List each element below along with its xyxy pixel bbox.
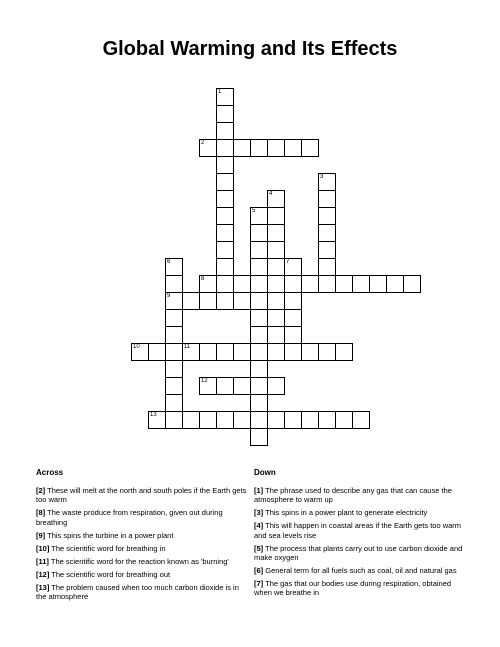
crossword-cell[interactable]	[284, 309, 302, 327]
clue-text: This spins the turbine in a power plant	[45, 530, 174, 540]
clue-text: The gas that our bodies use during respiration, obtained when we breathe in	[254, 578, 452, 598]
crossword-cell[interactable]	[182, 292, 200, 310]
crossword-cell[interactable]	[318, 173, 336, 191]
crossword-cell[interactable]	[182, 343, 200, 361]
crossword-cell[interactable]	[267, 292, 285, 310]
crossword-cell[interactable]	[165, 394, 183, 412]
crossword-cell[interactable]	[284, 275, 302, 293]
crossword-cell[interactable]	[403, 275, 421, 293]
crossword-cell[interactable]	[250, 275, 268, 293]
cell-number: 10	[133, 344, 140, 350]
cell-number: 11	[184, 344, 191, 350]
crossword-cell[interactable]	[165, 360, 183, 378]
crossword-cell[interactable]	[301, 139, 319, 157]
crossword-cell[interactable]	[267, 377, 285, 395]
crossword-cell[interactable]	[199, 275, 217, 293]
crossword-cell[interactable]	[250, 326, 268, 344]
clue-text: The problem caused when too much carbon dioxide is in the atmosphere	[36, 582, 239, 601]
clue-number: [11]	[36, 556, 49, 566]
crossword-cell[interactable]	[284, 139, 302, 157]
crossword-cell[interactable]	[284, 326, 302, 344]
crossword-cell[interactable]	[216, 258, 234, 276]
crossword-cell[interactable]	[199, 343, 217, 361]
cell-number: 5	[252, 208, 256, 214]
crossword-cell[interactable]	[318, 241, 336, 259]
crossword-cell[interactable]	[233, 411, 251, 429]
clue-item	[36, 508, 248, 527]
crossword-cell[interactable]	[318, 411, 336, 429]
crossword-cell[interactable]	[165, 275, 183, 293]
crossword-cell[interactable]	[216, 411, 234, 429]
clue-number: [12]	[36, 569, 50, 579]
crossword-cell[interactable]	[165, 377, 183, 395]
crossword-cell[interactable]	[267, 309, 285, 327]
cell-number: 13	[150, 412, 157, 418]
crossword-cell[interactable]	[250, 309, 268, 327]
crossword-cell[interactable]	[216, 105, 234, 123]
clue-number: [5]	[254, 543, 264, 553]
cell-number: 2	[201, 140, 205, 146]
cell-number: 12	[201, 378, 208, 384]
clue-item	[36, 583, 248, 602]
crossword-cell[interactable]	[233, 139, 251, 157]
crossword-cell[interactable]	[267, 275, 285, 293]
crossword-cell[interactable]	[267, 224, 285, 242]
crossword-cell[interactable]	[301, 275, 319, 293]
crossword-cell[interactable]	[267, 190, 285, 208]
cell-number: 1	[218, 89, 222, 95]
crossword-cell[interactable]	[250, 360, 268, 378]
crossword-cell[interactable]	[284, 411, 302, 429]
crossword-cell[interactable]	[199, 139, 217, 157]
cell-number: 7	[286, 259, 290, 265]
crossword-cell[interactable]	[216, 207, 234, 225]
crossword-cell[interactable]	[267, 139, 285, 157]
crossword-cell[interactable]	[267, 207, 285, 225]
crossword-cell[interactable]	[250, 428, 268, 446]
cell-number: 4	[269, 191, 273, 197]
clue-number: [9]	[36, 530, 46, 540]
crossword-cell[interactable]	[250, 258, 268, 276]
clue-text: The scientific word for breathing out	[49, 569, 171, 579]
crossword-cell[interactable]	[148, 343, 166, 361]
crossword-cell[interactable]	[267, 411, 285, 429]
crossword-cell[interactable]	[301, 411, 319, 429]
crossword-cell[interactable]	[165, 343, 183, 361]
clue-item	[254, 508, 466, 517]
clue-number: [6]	[254, 565, 264, 575]
crossword-cell[interactable]	[352, 275, 370, 293]
crossword-cell[interactable]	[250, 411, 268, 429]
crossword-cell[interactable]	[216, 292, 234, 310]
crossword-cell[interactable]	[250, 139, 268, 157]
crossword-cell[interactable]	[165, 411, 183, 429]
crossword-cell[interactable]	[216, 343, 234, 361]
crossword-cell[interactable]	[335, 411, 353, 429]
clue-item	[36, 531, 248, 540]
crossword-cell[interactable]	[267, 343, 285, 361]
crossword-cell[interactable]	[318, 258, 336, 276]
crossword-cell[interactable]	[216, 224, 234, 242]
crossword-cell[interactable]	[386, 275, 404, 293]
crossword-cell[interactable]	[199, 292, 217, 310]
clue-number: [8]	[36, 508, 46, 518]
crossword-cell[interactable]	[216, 275, 234, 293]
clue-text: General term for all fuels such as coal, oil and natural gas	[263, 565, 457, 575]
crossword-cell[interactable]	[267, 241, 285, 259]
crossword-cell[interactable]	[165, 326, 183, 344]
crossword-cell[interactable]	[216, 139, 234, 157]
clue-item	[36, 544, 248, 553]
crossword-cell[interactable]	[216, 190, 234, 208]
cell-number: 3	[320, 174, 324, 180]
crossword-cell[interactable]	[284, 292, 302, 310]
crossword-cell[interactable]	[199, 377, 217, 395]
crossword-cell[interactable]	[250, 224, 268, 242]
crossword-cell[interactable]	[352, 411, 370, 429]
crossword-cell[interactable]	[216, 173, 234, 191]
cell-number: 6	[167, 259, 171, 265]
down-clue-list	[254, 486, 466, 601]
page-title: Global Warming and Its Effects	[102, 38, 398, 60]
clue-number: [7]	[254, 578, 264, 588]
clue-item	[254, 521, 466, 540]
clue-text: The process that plants carry out to use carbon dioxide and make oxygen	[254, 543, 463, 562]
clue-number: [1]	[254, 486, 264, 495]
clue-number: [10]	[36, 543, 50, 553]
crossword-cell[interactable]	[216, 88, 234, 106]
crossword-cell[interactable]	[369, 275, 387, 293]
crossword-cell[interactable]	[148, 411, 166, 429]
crossword-cell[interactable]	[233, 377, 251, 395]
crossword-cell[interactable]	[318, 224, 336, 242]
clue-item	[254, 544, 466, 563]
crossword-cell[interactable]	[250, 377, 268, 395]
crossword-cell[interactable]	[250, 207, 268, 225]
down-heading: Down	[254, 468, 276, 477]
crossword-cell[interactable]	[199, 411, 217, 429]
clue-number: [4]	[254, 521, 264, 531]
crossword-cell[interactable]	[267, 258, 285, 276]
across-heading: Across	[36, 468, 64, 477]
clue-number: [13]	[36, 582, 50, 592]
crossword-cell[interactable]	[335, 275, 353, 293]
crossword-cell[interactable]	[182, 411, 200, 429]
clue-text: This spins in a power plant to generate electricity	[263, 508, 428, 518]
crossword-cell[interactable]	[250, 241, 268, 259]
crossword-cell[interactable]	[267, 326, 285, 344]
crossword-cell[interactable]	[216, 156, 234, 174]
crossword-cell[interactable]	[284, 258, 302, 276]
crossword-cell[interactable]	[318, 343, 336, 361]
crossword-cell[interactable]	[318, 190, 336, 208]
crossword-cell[interactable]	[165, 309, 183, 327]
crossword-cell[interactable]	[216, 122, 234, 140]
crossword-cell[interactable]	[131, 343, 149, 361]
clue-number: [3]	[254, 508, 264, 518]
crossword-cell[interactable]	[250, 394, 268, 412]
clue-item	[36, 486, 248, 505]
cell-number: 9	[167, 293, 171, 299]
crossword-cell[interactable]	[165, 258, 183, 276]
crossword-cell[interactable]	[165, 292, 183, 310]
clue-item	[36, 557, 248, 566]
crossword-cell[interactable]	[233, 292, 251, 310]
cell-number: 8	[201, 276, 205, 282]
clue-item	[36, 570, 248, 579]
crossword-cell[interactable]	[233, 343, 251, 361]
clue-text: These will melt at the north and south poles if the Earth gets too warm	[36, 486, 247, 505]
crossword-cell[interactable]	[284, 343, 302, 361]
crossword-cell[interactable]	[233, 275, 251, 293]
clue-item	[254, 566, 466, 575]
clue-text: The scientific word for the reaction known as 'burning'	[48, 556, 229, 566]
crossword-cell[interactable]	[216, 377, 234, 395]
clue-number: [2]	[36, 486, 46, 495]
across-clue-list	[36, 486, 248, 605]
clue-item	[254, 579, 466, 598]
clue-text: This will happen in coastal areas if the Earth gets too warm and sea levels rise	[254, 521, 462, 540]
crossword-cell[interactable]	[250, 343, 268, 361]
clue-text: The waste produce from respiration, given out during breathing	[36, 508, 223, 527]
clue-text: The phrase used to describe any gas that can cause the atmosphere to warm up	[254, 486, 452, 505]
clue-item	[254, 486, 466, 505]
crossword-cell[interactable]	[335, 343, 353, 361]
crossword-cell[interactable]	[216, 241, 234, 259]
crossword-cell[interactable]	[301, 343, 319, 361]
clue-text: The scientific word for breathing in	[49, 543, 166, 553]
crossword-cell[interactable]	[250, 292, 268, 310]
crossword-cell[interactable]	[318, 275, 336, 293]
crossword-cell[interactable]	[318, 207, 336, 225]
